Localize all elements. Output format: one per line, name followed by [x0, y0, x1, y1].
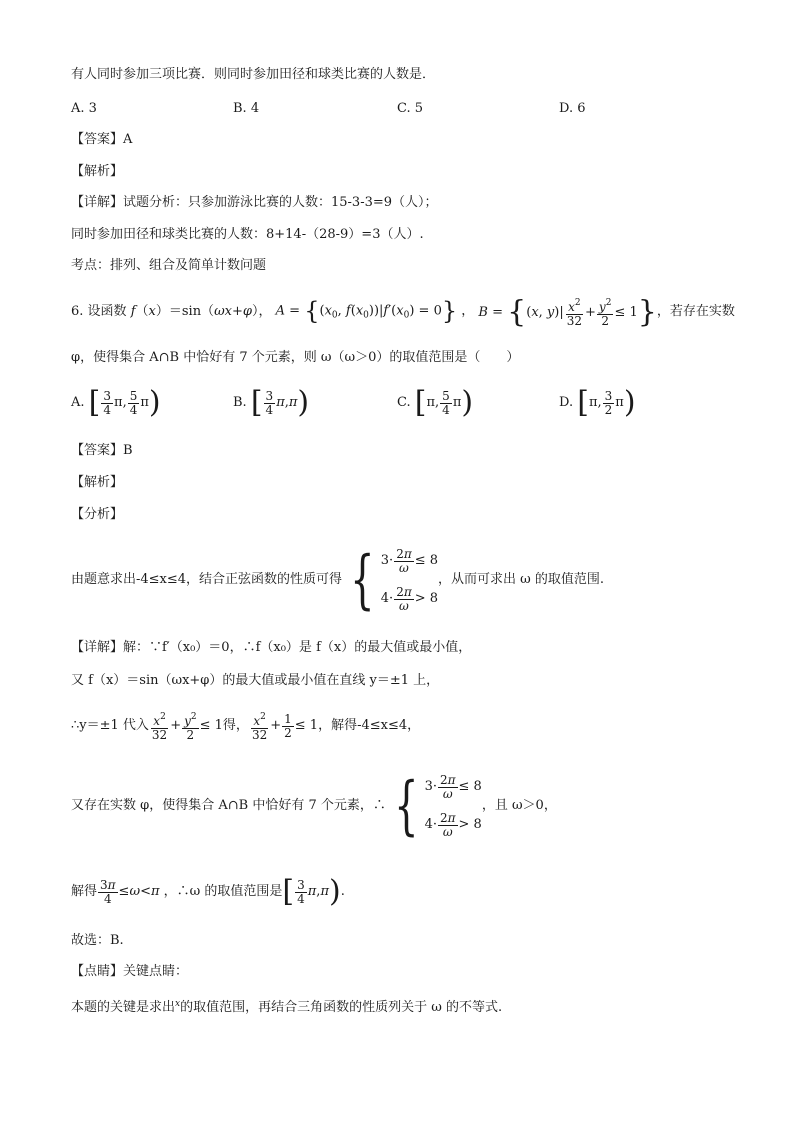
q5-detail-line: 同时参加田径和球类比赛的人数：8+14-（28-9）=3（人）.: [71, 227, 424, 242]
summary-text: 的取值范围，再结合三角函数的性质列关于 ω 的不等式.: [180, 1000, 503, 1015]
q6-stem: [71, 292, 735, 332]
fenxi-line: [71, 536, 604, 624]
detail-line: ∴y＝±1 代入 $\frac{x^2}{32}$ + $\frac{y^2}{2}$ ≤ 1 得， $\frac{x^2}{32}$ + $\frac{1}{2}$ ≤ 1 ，解得-4≤x≤4，: [71, 711, 421, 742]
detail-line: 【详解】解：∵f′（x₀）＝0，∴f（x₀）是 f（x）的最大值或最小值，: [71, 640, 472, 655]
q6-function-def: f（x）＝sin（ωx+φ），: [130, 304, 276, 319]
q6-stem-prefix: 6. 设函数: [71, 304, 127, 319]
inequality-system: { 3· $\frac{2\pi}{\omega}$ ≤ 8 4· $\frac{2\pi}{\omega}$ > 8: [394, 769, 482, 843]
q6-answer: 【答案】B: [71, 443, 133, 458]
q5-option-b: B. 4: [233, 101, 260, 116]
detail-text: ∴y＝±1 代入: [71, 718, 149, 733]
detail-text: .: [340, 884, 345, 899]
q6-option-b: B. [ $\frac{3}{4}$ π , π ): [233, 385, 310, 420]
q6-fenxi-label: 【分析】: [71, 507, 124, 522]
q6-stem-line2: φ，使得集合 A∩B 中恰好有 7 个元素，则 ω（ω＞0）的取值范围是（ ）: [71, 350, 520, 365]
option-label: B.: [233, 395, 247, 410]
q5-option-a: A. 3: [71, 101, 97, 116]
summary-line: 本题的关键是求出$^x$的取值范围，再结合三角函数的性质列关于 ω 的不等式.: [71, 999, 503, 1015]
detail-text: ，且 ω＞0，: [481, 798, 557, 813]
q5-option-d: D. 6: [559, 101, 586, 116]
option-label: A.: [71, 395, 85, 410]
fenxi-text: ，从而可求出 ω 的取值范围.: [438, 572, 605, 587]
option-label: C.: [397, 395, 411, 410]
q6-analysis-label: 【解析】: [71, 475, 124, 490]
q5-answer: 【答案】A: [71, 132, 133, 147]
detail-text: ，解得-4≤x≤4，: [318, 718, 421, 733]
summary-text: 本题的关键是求出: [71, 1000, 176, 1015]
q5-detail-line: 【详解】试题分析：只参加游泳比赛的人数：15-3-3=9（人）；: [71, 195, 438, 210]
q5-option-c: C. 5: [397, 101, 424, 116]
q5-kaodian: 考点：排列、组合及简单计数问题: [71, 258, 267, 273]
detail-text: ，∴ω 的取值范围是: [163, 884, 283, 899]
set-b-def: B = {(x, y)| $\frac{x^2}{32}$ + $\frac{y^2}{2}$ ≤ 1}: [478, 294, 657, 329]
q6-option-c: C. [ π, $\frac{5}{4}$ π ): [397, 385, 474, 420]
q5-analysis-label: 【解析】: [71, 164, 124, 179]
option-label: D.: [559, 395, 574, 410]
fenxi-text: 由题意求出-4≤x≤4，结合正弦函数的性质可得: [71, 572, 343, 587]
text-line: 有人同时参加三项比赛．则同时参加田径和球类比赛的人数是．: [71, 67, 436, 82]
detail-line: 又 f（x）＝sin（ωx+φ）的最大值或最小值在直线 y＝±1 上，: [71, 673, 440, 688]
detail-text: 得，: [222, 718, 249, 733]
inequality-system: { 3· $\frac{2\pi}{\omega}$ ≤ 8 4· $\frac{2\pi}{\omega}$ > 8: [350, 543, 439, 617]
detail-text: 又存在实数 φ，使得集合 A∩B 中恰好有 7 个元素，∴: [71, 798, 386, 813]
dianjing-label: 【点睛】关键点睛：: [71, 964, 189, 979]
q6-stem-suffix: ，若存在实数: [656, 304, 735, 319]
detail-line: [71, 762, 557, 850]
q6-option-d: D. [ π, $\frac{3}{2}$ π ): [559, 385, 636, 420]
guxuan-line: 故选：B.: [71, 933, 124, 948]
set-a-def: $A = \{(x_0$, $f(x_0))|f'(x_0) = 0$} ，: [275, 297, 475, 326]
q6-option-a: A. [ $\frac{3}{4}$ π, $\frac{5}{4}$ π ): [71, 385, 161, 420]
detail-line: 解得 $\frac{3\pi}{4}$ ≤ ω < π ，∴ω 的取值范围是 [ $\frac{3}{4}$ π , π ) .: [71, 874, 345, 909]
detail-text: 解得: [71, 884, 98, 899]
